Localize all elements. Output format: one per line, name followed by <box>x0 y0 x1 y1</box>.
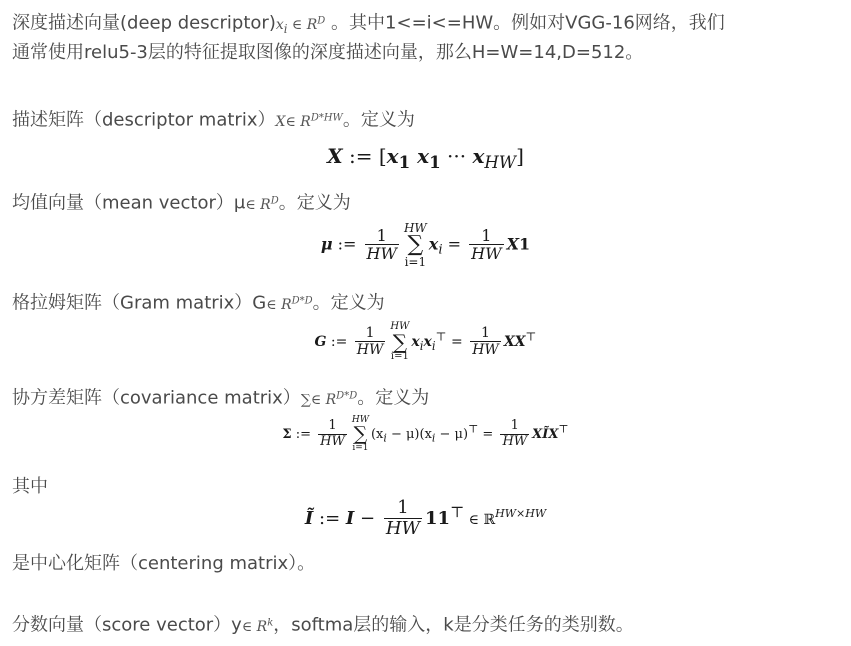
intro-line-2: 通常使用relu5-3层的特征提取图像的深度描述向量，那么H=W=14,D=512。 <box>12 42 644 63</box>
cov-equation: Σ := $\frac{1}{HW}$ HW ∑ i=1 $(x_i - \mu)(x_i - \mu)^⊤$ = $\frac{1}{HW}$ XĨX⊤ <box>282 415 569 453</box>
score-label: 分数向量（score vector）y∈ $R^k$，softma层的输入，k是分类任务的类别数。 <box>12 614 634 636</box>
matrix-equation: X := [$x_1$ $x_1$ ··· $x_{HW}$] <box>327 144 524 172</box>
intro-line-1: 深度描述向量(deep $descriptor)x_i$ ∈ $R^D$ 。其中1<=i<=HW。例如对VGG-16网络，我们 <box>12 12 725 36</box>
centering-text: 是中心化矩阵（centering matrix）。 <box>12 553 316 574</box>
cov-label: 协方差矩阵（covariance matrix）∑∈ $R^{D*D}$。定义为 <box>12 387 430 409</box>
mean-equation: μ := $\frac{1}{HW}$ HW ∑ i=1 $x_i$ = $\frac{1}{HW}$ X1 <box>320 221 531 269</box>
gram-label: 格拉姆矩阵（Gram matrix）G∈ $R^{D*D}$。定义为 <box>12 292 385 314</box>
where-label: 其中 <box>12 476 48 497</box>
descriptor-symbol: $x_i$ ∈ $R^D$ <box>275 15 326 36</box>
mean-label: 均值向量（mean vector）μ∈ $R^D$。定义为 <box>12 192 351 214</box>
matrix-label: 描述矩阵（descriptor matrix）X∈ $R^{D*HW}$。定义为 <box>12 109 415 131</box>
centering-equation: Ĩ := I − $\frac{1}{HW}$ 11⊤ ∈ ℝ$^{HW\times HW}$ <box>304 497 547 539</box>
gram-equation: G := $\frac{1}{HW}$ HW ∑ i=1 $x_ix_i^⊤$ = $\frac{1}{HW}$ XX⊤ <box>314 321 537 362</box>
